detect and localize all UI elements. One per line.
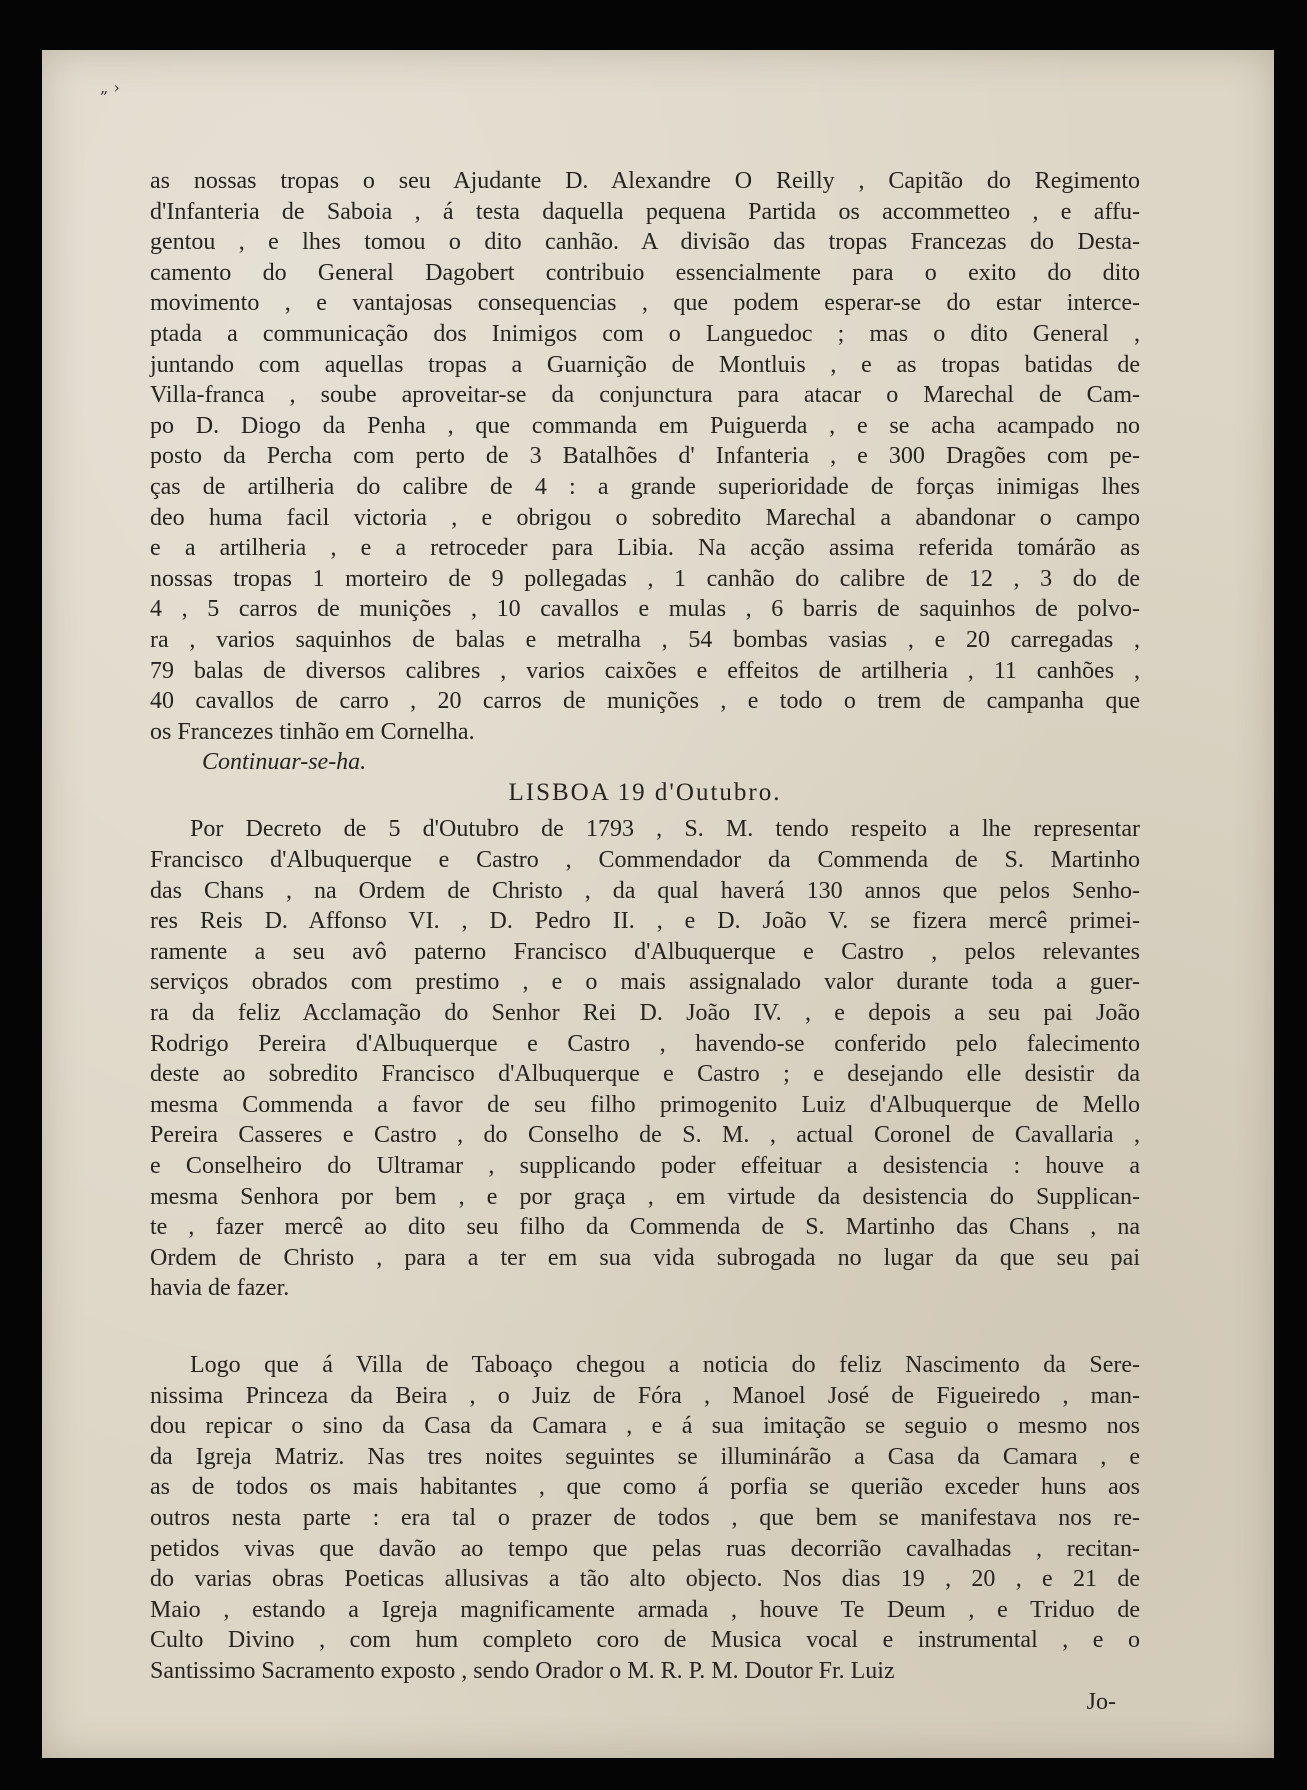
text-line: d'Infanteria de Saboia , á testa daquella pequena Partida os accommetteo , e affu-: [150, 198, 1140, 225]
text-line: Santissimo Sacramento exposto , sendo Orador o M. R. P. M. Doutor Fr. Luiz: [150, 1657, 895, 1684]
text-line: 4 , 5 carros de munições , 10 cavallos e mulas , 6 barris de saquinhos de polvo-: [150, 596, 1140, 623]
text-line: das Chans , na Ordem de Christo , da qual haverá 130 annos que pelos Senho-: [150, 877, 1140, 904]
text-line: Maio , estando a Igreja magnificamente armada , houve Te Deum , e Triduo de: [150, 1596, 1140, 1623]
text-line: te , fazer mercê ao dito seu filho da Commenda de S. Martinho das Chans , na: [150, 1214, 1140, 1241]
text-line: e a artilheria , e a retroceder para Libia. Na acção assima referida tomárão as: [150, 535, 1140, 562]
text-line: Logo que á Villa de Taboaço chegou a noticia do feliz Nascimento da Sere-: [190, 1351, 1140, 1378]
text-line: po D. Diogo da Penha , que commanda em Puiguerda , e se acha acampado no: [150, 412, 1140, 439]
text-line: os Francezes tinhão em Cornelha.: [150, 718, 475, 745]
text-line: ças de artilheria do calibre de 4 : a grande superioridade de forças inimigas lhes: [150, 473, 1140, 500]
text-line: gentou , e lhes tomou o dito canhão. A divisão das tropas Francezas do Desta-: [150, 229, 1140, 256]
text-line: nissima Princeza da Beira , o Juiz de Fóra , Manoel José de Figueiredo , man-: [150, 1382, 1140, 1409]
article-body: [150, 166, 1140, 1717]
text-line: ptada a communicação dos Inimigos com o Languedoc ; mas o dito General ,: [150, 320, 1140, 347]
text-line: Villa-franca , soube aproveitar-se da conjunctura para atacar o Marechal de Cam-: [150, 382, 1140, 409]
text-line: res Reis D. Affonso VI. , D. Pedro II. , e D. João V. se fizera mercê primei-: [150, 908, 1140, 935]
text-line: Ordem de Christo , para a ter em sua vida subrogada no lugar da que seu pai: [150, 1244, 1140, 1271]
text-line: ra da feliz Acclamação do Senhor Rei D. João IV. , e depois a seu pai João: [150, 1000, 1140, 1027]
text-line: 40 cavallos de carro , 20 carros de munições , e todo o trem de campanha que: [150, 688, 1140, 715]
text-line: posto da Percha com perto de 3 Batalhões d' Infanteria , e 300 Dragões com pe-: [150, 443, 1140, 470]
text-line: serviços obrados com prestimo , e o mais assignalado valor durante toda a guer-: [150, 969, 1140, 996]
text-line: petidos vivas que davão ao tempo que pelas ruas decorrião cavalhadas , recitan-: [150, 1535, 1140, 1562]
catchword: Jo-: [1086, 1688, 1116, 1715]
text-line: deo huma facil victoria , e obrigou o sobredito Marechal a abandonar o campo: [150, 504, 1140, 531]
text-line: nossas tropas 1 morteiro de 9 pollegadas , 1 canhão do calibre de 12 , 3 do de: [150, 565, 1140, 592]
text-line: da Igreja Matriz. Nas tres noites seguintes se illuminárão a Casa da Camara , e: [150, 1443, 1140, 1470]
paragraph-celebration: [150, 1350, 1140, 1687]
paragraph-campaign-report: [150, 166, 1140, 747]
dateline-heading: LISBOA 19 d'Outubro.: [508, 778, 782, 806]
text-line: movimento , e vantajosas consequencias , que podem esperar-se do estar interce-: [150, 290, 1140, 317]
text-line: outros nesta parte : era tal o prazer de todos , que bem se manifestava nos re-: [150, 1504, 1140, 1531]
text-line: camento do General Dagobert contribuio essencialmente para o exito do dito: [150, 259, 1140, 286]
text-line: ra , varios saquinhos de balas e metralha , 54 bombas vasias , e 20 carregadas ,: [150, 626, 1140, 653]
text-line: juntando com aquellas tropas a Guarnição de Montluis , e as tropas batidas de: [150, 351, 1140, 378]
text-line: Francisco d'Albuquerque e Castro , Commendador da Commenda de S. Martinho: [150, 847, 1140, 874]
text-line: Pereira Casseres e Castro , do Conselho de S. M. , actual Coronel de Cavallaria ,: [150, 1122, 1140, 1149]
text-line: mesma Senhora por bem , e por graça , em virtude da desistencia do Supplican-: [150, 1183, 1140, 1210]
text-line: Rodrigo Pereira d'Albuquerque e Castro , havendo-se conferido pelo falecimento: [150, 1030, 1140, 1057]
text-line: 79 balas de diversos calibres , varios caixões e effeitos de artilheria , 11 canhões ,: [150, 657, 1140, 684]
text-line: as de todos os mais habitantes , que como á porfia se querião exceder huns aos: [150, 1474, 1140, 1501]
text-line: do varias obras Poeticas allusivas a tão alto objecto. Nos dias 19 , 20 , e 21 de: [150, 1566, 1140, 1593]
continuation-note: Continuar-se-ha.: [202, 749, 367, 776]
text-line: deste ao sobredito Francisco d'Albuquerque e Castro ; e desejando elle desistir da: [150, 1061, 1140, 1088]
paragraph-decree: [150, 814, 1140, 1304]
text-line: e Conselheiro do Ultramar , supplicando poder effeituar a desistencia : houve a: [150, 1153, 1140, 1179]
text-line: mesma Commenda a favor de seu filho primogenito Luiz d'Albuquerque de Mello: [150, 1091, 1140, 1118]
newspaper-page: [42, 50, 1274, 1758]
text-line: as nossas tropas o seu Ajudante D. Alexandre O Reilly , Capitão do Regimento: [150, 168, 1140, 194]
paragraph-gap: [150, 1304, 1140, 1350]
text-line: Por Decreto de 5 d'Outubro de 1793 , S. M. tendo respeito a lhe representar: [190, 816, 1140, 843]
corner-mark: „ ›: [100, 78, 120, 97]
text-line: ramente a seu avô paterno Francisco d'Albuquerque e Castro , pelos relevantes: [150, 938, 1140, 965]
text-line: havia de fazer.: [150, 1275, 290, 1302]
text-line: Culto Divino , com hum completo coro de Musica vocal e instrumental , e o: [150, 1627, 1140, 1654]
text-line: dou repicar o sino da Casa da Camara , e á sua imitação se seguio o mesmo nos: [150, 1413, 1140, 1440]
